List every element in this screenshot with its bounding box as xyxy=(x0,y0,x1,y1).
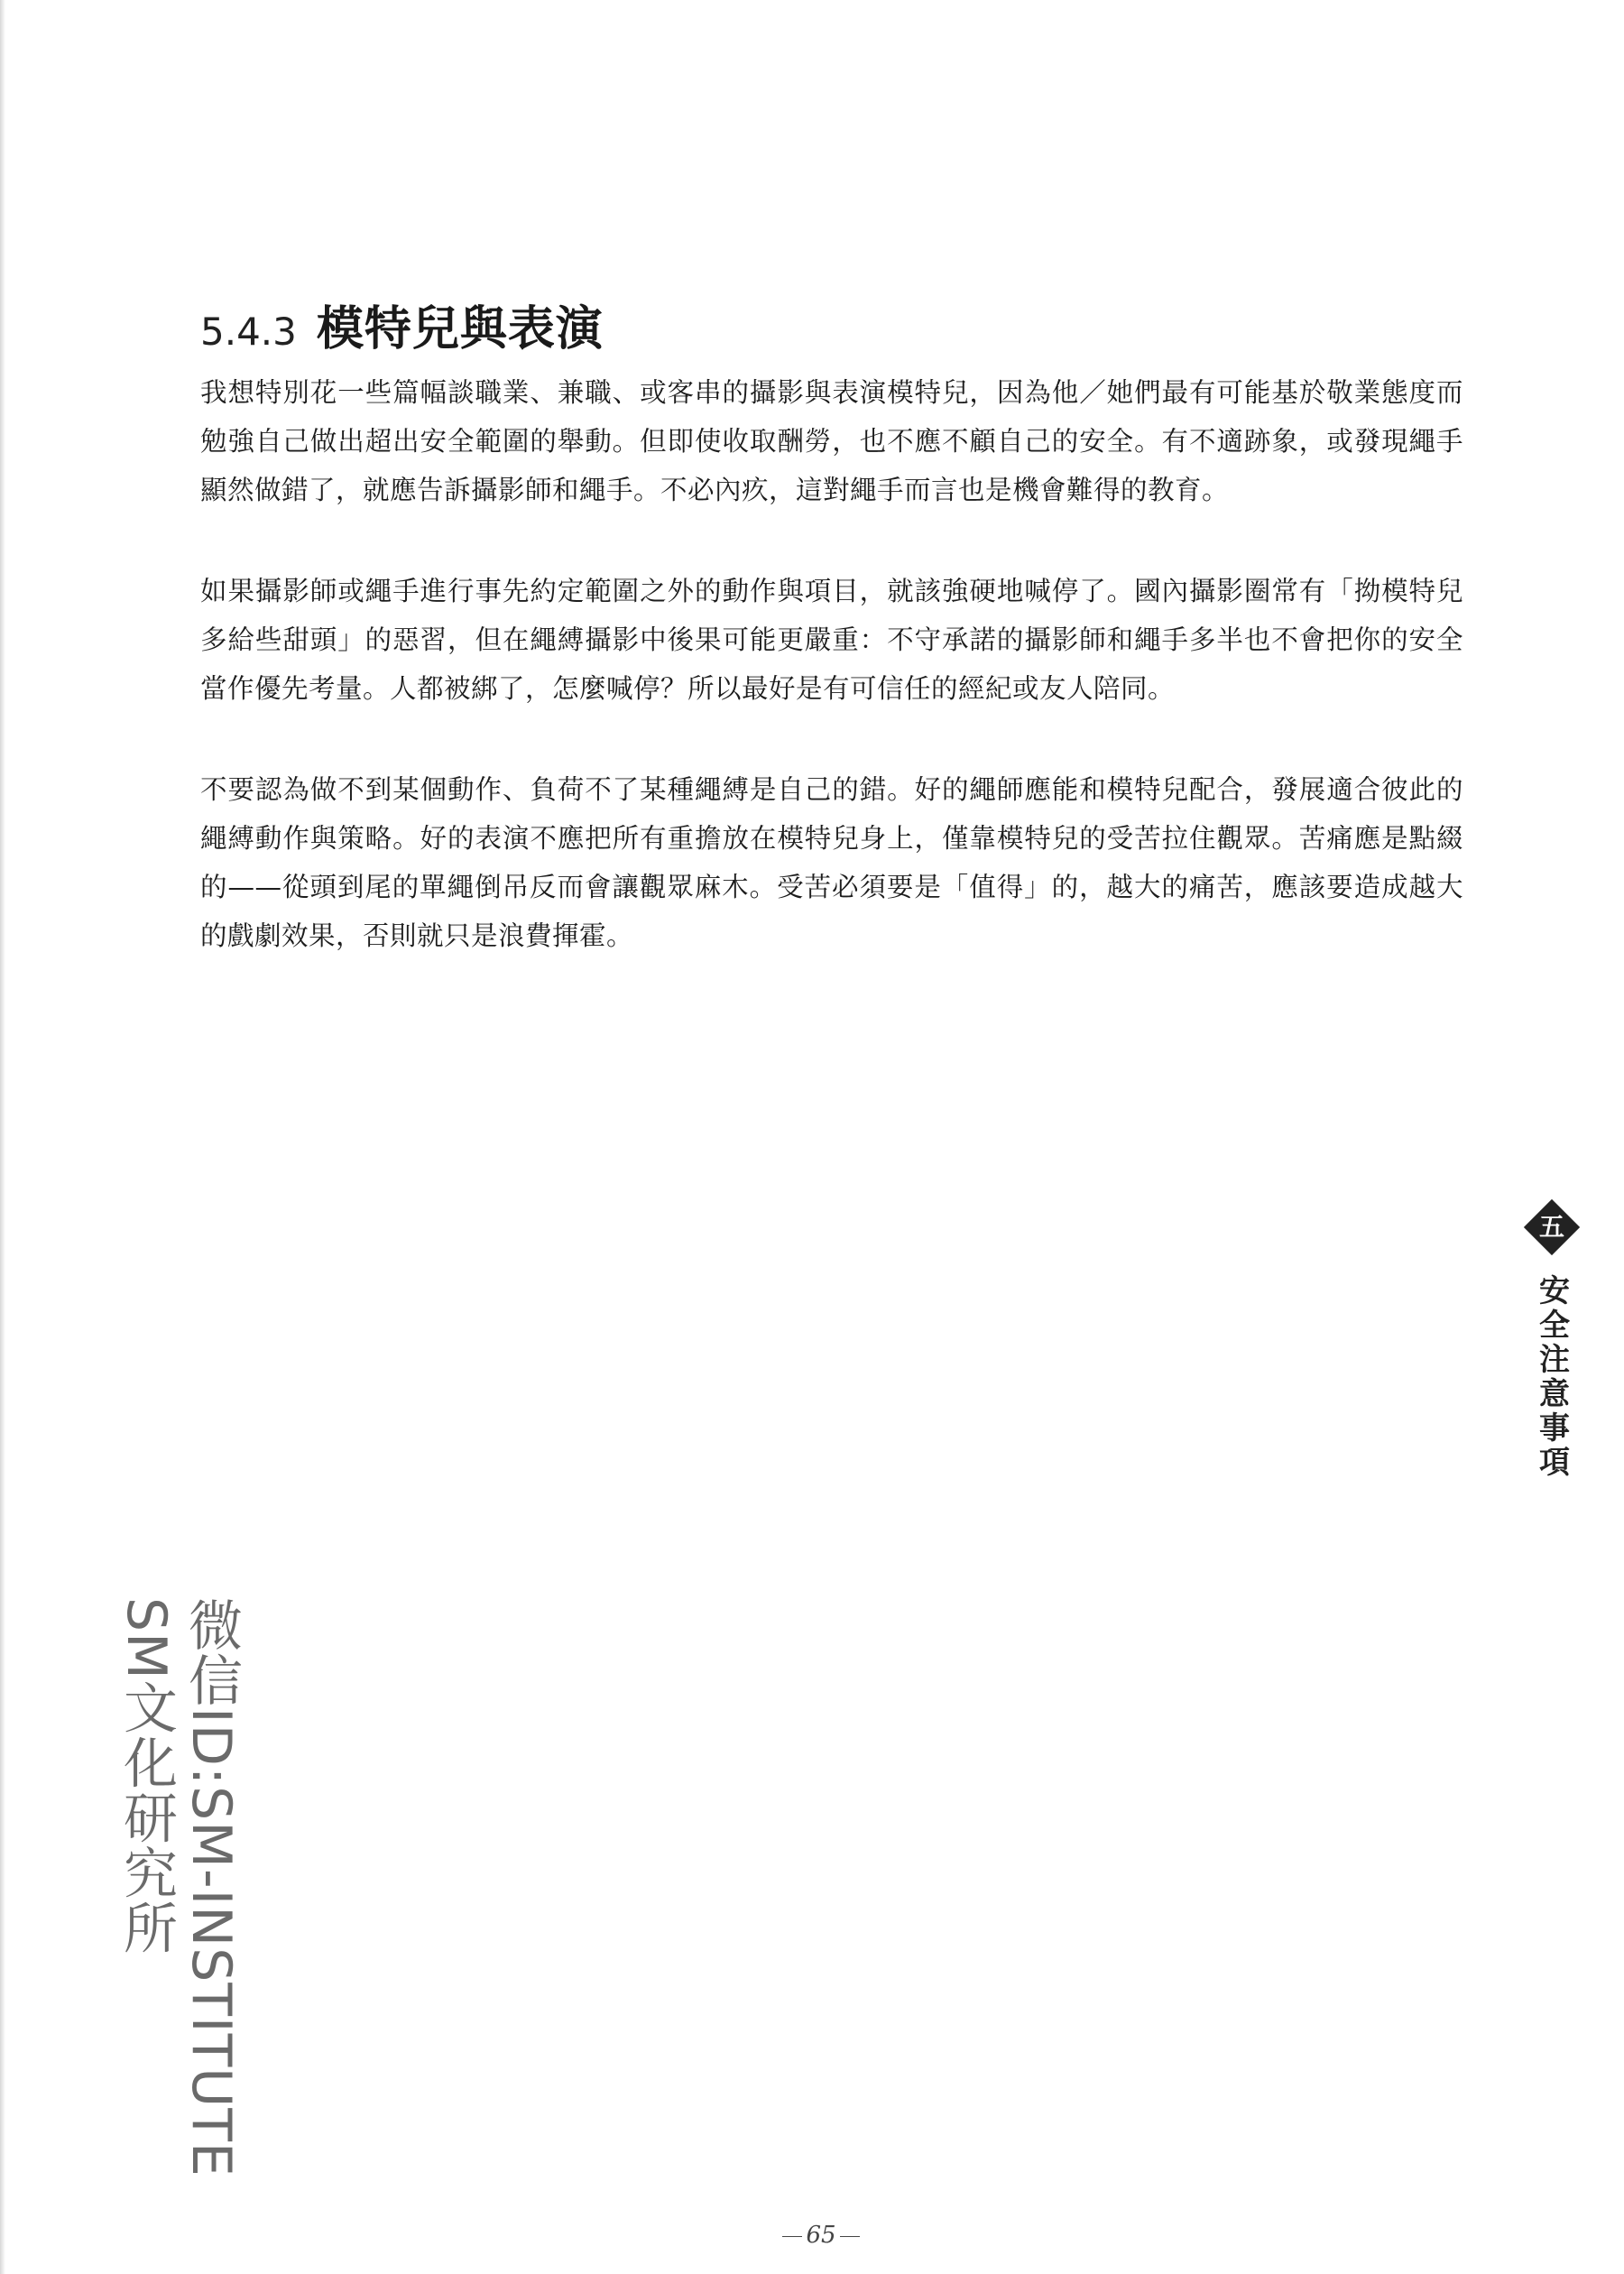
chapter-numeral: 五 xyxy=(1538,1212,1564,1242)
paragraph-3: 不要認為做不到某個動作、負荷不了某種繩縛是自己的錯。好的繩師應能和模特兒配合，發展適合彼此的繩縛動作與策略。好的表演不應把所有重擔放在模特兒身上，僅靠模特兒的受苦拉住觀眾。苦痛應是點綴的——從頭到尾的單繩倒吊反而會讓觀眾麻木。受苦必須要是「值得」的，越大的痛苦，應該要造成越大的戲劇效果，否則就只是浪費揮霍。 xyxy=(200,774,1463,951)
watermark-line-2: SM文化研究所 xyxy=(115,1597,178,1955)
chapter-diamond-icon xyxy=(1523,1198,1581,1256)
watermark-line-1: 微信ID:SM-INSTITUTE xyxy=(180,1597,243,2177)
paragraph-2: 如果攝影師或繩手進行事先約定範圍之外的動作與項目，就該強硬地喊停了。國內攝影圈常有「拗模特兒多給些甜頭」的惡習，但在繩縛攝影中後果可能更嚴重：不守承諾的攝影師和繩手多半也不會把你的安全當作優先考量。人都被綁了，怎麼喊停？所以最好是有可信任的經紀或友人陪同。 xyxy=(200,576,1463,704)
page-number xyxy=(776,2222,866,2249)
page-number-rule-right xyxy=(840,2236,860,2237)
section-number: 5.4.3 xyxy=(200,310,297,354)
page-edge xyxy=(0,0,5,2274)
page-number-value: 65 xyxy=(806,2222,836,2249)
chapter-tab xyxy=(1525,1198,1579,1480)
paragraph-1: 我想特別花一些篇幅談職業、兼職、或客串的攝影與表演模特兒，因為他／她們最有可能基於敬業態度而勉強自己做出超出安全範圍的舉動。但即使收取酬勞，也不應不顧自己的安全。有不適跡象，或發現繩手顯然做錯了，就應告訴攝影師和繩手。不必內疚，這對繩手而言也是機會難得的教育。 xyxy=(200,377,1463,505)
body-text xyxy=(200,368,1463,1012)
section-heading xyxy=(200,291,604,354)
page-number-rule-left xyxy=(782,2236,802,2237)
section-title: 模特兒與表演 xyxy=(316,302,604,356)
chapter-title: 安全注意事項 xyxy=(1533,1274,1570,1480)
watermark xyxy=(115,1597,243,2177)
